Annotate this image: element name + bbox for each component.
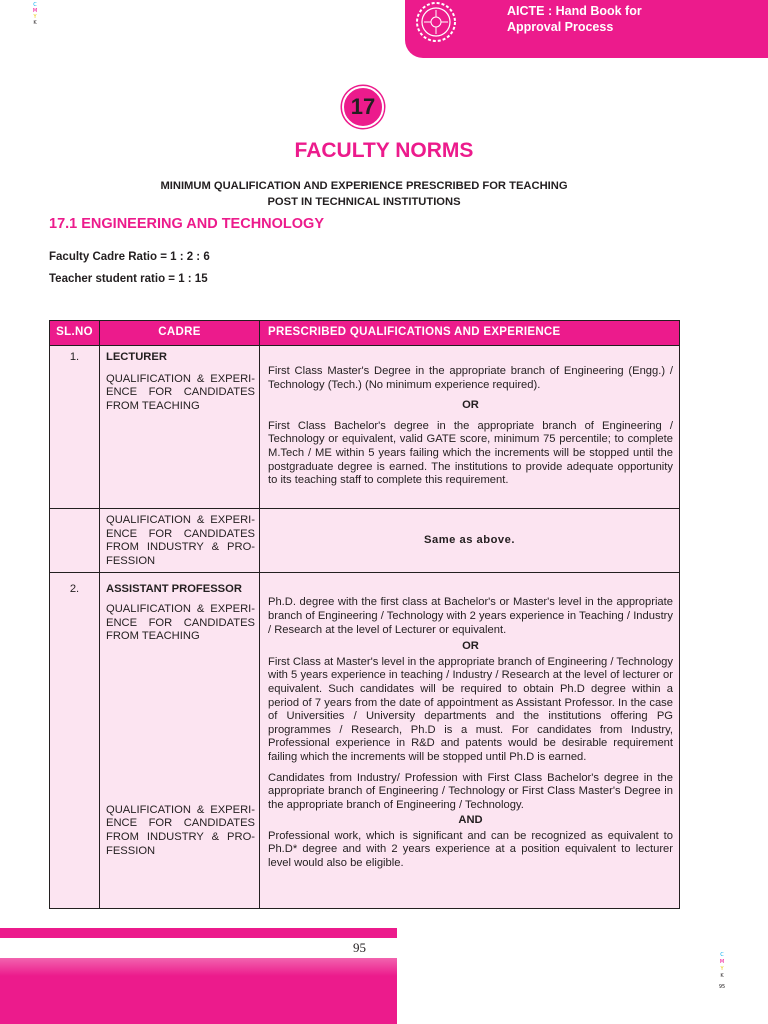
cadre-name-lecturer: LECTURER <box>106 351 167 363</box>
cell-spacer <box>106 644 255 804</box>
cmyk-mark-m: M <box>719 959 725 965</box>
header-qualifications: PRESCRIBED QUALIFICATIONS AND EXPERIENCE <box>260 321 680 346</box>
qualification-text: First Class Bachelor's degree in the appropriate branch of Engineering / Technology or equivalent, valid GATE score, minimum 75 percentile; to complete M.Tech / ME within 5 years failing which the increments will be stopped until the postgraduate degree is earned. The institutions to provide adequate opportunity to its teaching staff to complete this requirement. <box>268 419 673 487</box>
faculty-cadre-ratio: Faculty Cadre Ratio = 1 : 2 : 6 <box>49 251 210 263</box>
cmyk-print-marks-top <box>31 2 39 26</box>
faculty-norms-table <box>49 320 680 909</box>
qualification-text: Professional work, which is significant and can be recognized as equivalent to Ph.D* degree and with 2 years experience at a position equivalent to lecturer level would also be eligible. <box>268 829 673 870</box>
cmyk-mark-k: K <box>33 20 37 26</box>
teacher-student-ratio: Teacher student ratio = 1 : 15 <box>49 273 208 285</box>
qualification-text: Ph.D. degree with the first class at Bachelor's or Master's level in the appropriate branch of Engineering / Technology with 2 years experience in Teaching / Industry / Research at the level of Lecturer or equivalent. <box>268 596 673 636</box>
cadre-desc-industry: QUALIFICATION & EXPERI-ENCE FOR CANDIDATES FROM INDUSTRY & PRO-FESSION <box>106 803 255 857</box>
sl-no-cell: 1. <box>50 346 100 509</box>
and-separator: AND <box>458 814 483 827</box>
footer-page-strip <box>0 938 397 958</box>
cadre-desc-industry: QUALIFICATION & EXPERI-ENCE FOR CANDIDATES FROM INDUSTRY & PRO-FESSION <box>106 514 255 567</box>
cmyk-mark-page: 95 <box>718 984 726 990</box>
cadre-cell <box>100 509 260 573</box>
cadre-name-assistant-professor: ASSISTANT PROFESSOR <box>106 583 242 596</box>
table-row-assistant-professor <box>50 573 680 909</box>
sl-no-cell: 2. <box>50 573 100 909</box>
subtitle-line2: POST IN TECHNICAL INSTITUTIONS <box>267 196 461 208</box>
qualification-text: First Class at Master's level in the appropriate branch of Engineering / Technology with 5 years experience in teaching / Industry / Research at the level of lecturer or equivalent. Such candidates will be required to obtain Ph.D degree within a period of 7 years from the date of appointment as Assistant Professor. In the case of Universities / University departments and the institutions offering PG programmes / Research, Ph.D is a must. For candidates from Industry, Professional experience in R&D and patents would be desirable requirement failing which the increments will be stopped until Ph.D is earned. <box>268 655 673 763</box>
section-heading: 17.1 ENGINEERING AND TECHNOLOGY <box>49 216 325 232</box>
header-title-line2: Approval Process <box>507 20 614 34</box>
footer-stripe <box>0 928 397 938</box>
cell-spacer <box>268 765 673 772</box>
aicte-seal-icon <box>413 0 459 46</box>
table-row-lecturer-industry <box>50 509 680 573</box>
qualification-cell <box>260 346 680 509</box>
page-title: FACULTY NORMS <box>294 139 474 162</box>
header-cadre: CADRE <box>100 321 260 346</box>
cmyk-mark-y: Y <box>720 966 724 972</box>
cmyk-mark-m: M <box>32 8 38 14</box>
sl-no-cell-empty <box>50 509 100 573</box>
cadre-desc-teaching: QUALIFICATION & EXPERI-ENCE FOR CANDIDATES FROM TEACHING <box>106 602 255 643</box>
cadre-cell <box>100 346 260 509</box>
page-number: 95 <box>353 940 366 955</box>
subtitle <box>0 178 728 210</box>
cmyk-mark-c: C <box>720 952 724 958</box>
or-separator: OR <box>462 640 479 653</box>
header-sl-no: SL.NO <box>50 321 100 346</box>
table-header-row <box>50 321 680 346</box>
subtitle-line1: MINIMUM QUALIFICATION AND EXPERIENCE PRESCRIBED FOR TEACHING <box>160 180 568 192</box>
cmyk-mark-y: Y <box>33 14 37 20</box>
cell-spacer <box>268 351 673 365</box>
or-separator: OR <box>462 399 479 412</box>
qualification-same-as-above: Same as above. <box>260 509 680 573</box>
chapter-number-badge: 17 <box>342 86 384 128</box>
cadre-desc-teaching: QUALIFICATION & EXPERI-ENCE FOR CANDIDATES FROM TEACHING <box>106 372 255 412</box>
cmyk-mark-c: C <box>33 2 37 8</box>
qualification-text: First Class Master's Degree in the appropriate branch of Engineering (Engg.) / Technology (Tech.) (No minimum experience required). <box>268 365 673 391</box>
cmyk-mark-k: K <box>720 973 724 979</box>
qualification-cell <box>260 573 680 909</box>
cmyk-print-marks-bottom <box>716 952 728 991</box>
header-title-line1: AICTE : Hand Book for <box>507 4 642 18</box>
table-row-lecturer-teaching <box>50 346 680 509</box>
header-title <box>507 3 642 35</box>
qualification-text: Candidates from Industry/ Profession with First Class Bachelor's degree in the appropriate branch of Engineering / Technology or First Class Master's Degree in the appropriate branch of Engineering / Technology. <box>268 771 673 811</box>
cadre-cell <box>100 573 260 909</box>
